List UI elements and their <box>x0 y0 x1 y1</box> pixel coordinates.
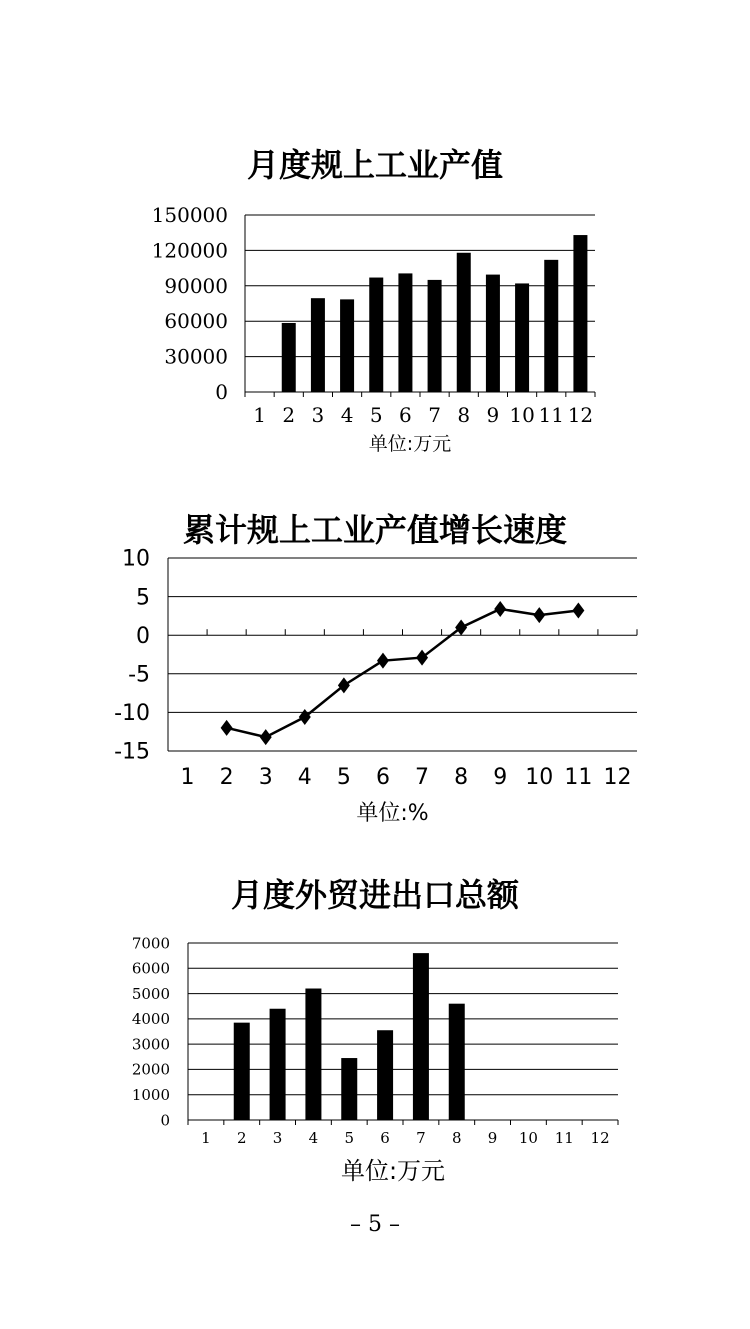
y-tick-label: 6000 <box>131 959 170 978</box>
bar <box>369 278 383 392</box>
x-tick-label: 10 <box>509 403 535 427</box>
x-tick-label: 11 <box>564 765 593 790</box>
x-tick-label: 2 <box>282 403 296 427</box>
y-tick-label: 2000 <box>131 1060 170 1079</box>
y-tick-label: 60000 <box>164 309 228 334</box>
bar <box>457 253 471 392</box>
x-tick-label: 12 <box>567 403 594 427</box>
y-tick-label: 30000 <box>164 344 228 369</box>
bar <box>377 1030 393 1120</box>
bar <box>305 989 321 1120</box>
data-point-diamond <box>494 601 506 617</box>
chart-title-cumulative-growth: 累计规上工业产值增长速度 <box>182 511 567 549</box>
x-tick-label: 4 <box>308 1129 319 1147</box>
y-tick-label: 0 <box>160 1111 170 1130</box>
x-tick-label: 10 <box>518 1129 538 1147</box>
bar <box>270 1009 286 1120</box>
bar <box>340 299 354 392</box>
x-tick-label: 6 <box>375 765 390 790</box>
y-tick-label: 150000 <box>151 203 228 227</box>
y-tick-label: 90000 <box>164 273 228 298</box>
data-point-diamond <box>533 607 545 623</box>
bar <box>486 275 500 392</box>
x-tick-label: 3 <box>258 765 273 790</box>
x-tick-label: 12 <box>590 1129 610 1147</box>
bar <box>341 1058 357 1120</box>
data-point-diamond <box>377 653 389 669</box>
data-point-diamond <box>572 602 584 618</box>
x-tick-label: 3 <box>311 403 325 427</box>
unit-label: 单位:万元 <box>368 433 452 455</box>
x-tick-label: 6 <box>399 403 412 427</box>
x-tick-label: 2 <box>236 1129 247 1147</box>
chart-cumulative-growth <box>0 540 750 840</box>
data-point-diamond <box>260 729 272 745</box>
x-tick-label: 4 <box>340 403 354 427</box>
x-tick-label: 8 <box>454 765 469 790</box>
x-tick-label: 2 <box>219 765 234 790</box>
bar <box>573 235 587 392</box>
chart-title-monthly-industrial-output: 月度规上工业产值 <box>246 146 503 184</box>
x-tick-label: 1 <box>253 403 266 427</box>
y-tick-label: -10 <box>114 701 150 727</box>
x-tick-label: 7 <box>416 1129 426 1147</box>
x-tick-label: 5 <box>336 765 351 790</box>
series-line <box>227 609 579 737</box>
x-tick-label: 9 <box>487 1129 498 1147</box>
y-tick-label: 7000 <box>131 934 170 953</box>
y-tick-label: -15 <box>114 739 150 765</box>
x-tick-label: 6 <box>380 1129 390 1147</box>
chart-monthly-industrial-output <box>0 190 750 480</box>
x-tick-label: 5 <box>344 1129 355 1147</box>
y-tick-label: 4000 <box>131 1010 170 1029</box>
x-tick-label: 9 <box>486 403 500 427</box>
bar <box>515 283 529 392</box>
x-tick-label: 3 <box>272 1129 283 1147</box>
y-tick-label: 5 <box>136 585 150 611</box>
data-point-diamond <box>338 677 350 693</box>
bar <box>413 953 429 1120</box>
bar <box>234 1023 250 1120</box>
bar <box>449 1004 465 1120</box>
unit-label: 单位:% <box>356 801 429 826</box>
bar <box>398 273 412 392</box>
x-tick-label: 5 <box>369 403 383 427</box>
x-tick-label: 7 <box>428 403 441 427</box>
data-point-diamond <box>221 720 233 736</box>
x-tick-label: 4 <box>297 765 312 790</box>
data-point-diamond <box>416 650 428 666</box>
chart-title-monthly-foreign-trade: 月度外贸进出口总额 <box>230 876 519 914</box>
bar <box>282 323 296 392</box>
y-tick-label: 3000 <box>131 1035 170 1054</box>
x-tick-label: 7 <box>415 765 430 790</box>
x-tick-label: 11 <box>554 1129 574 1147</box>
x-tick-label: 8 <box>451 1129 462 1147</box>
x-tick-label: 1 <box>201 1129 211 1147</box>
bar <box>311 298 325 392</box>
x-tick-label: 8 <box>457 403 471 427</box>
y-tick-label: 5000 <box>131 984 170 1003</box>
bar <box>544 260 558 392</box>
x-tick-label: 9 <box>493 765 508 790</box>
bar <box>428 280 442 392</box>
y-tick-label: 0 <box>215 380 228 404</box>
y-tick-label: 120000 <box>151 238 228 263</box>
x-tick-label: 12 <box>603 765 632 790</box>
x-tick-label: 10 <box>525 765 554 790</box>
x-tick-label: 1 <box>180 765 195 790</box>
y-tick-label: 10 <box>122 546 150 572</box>
data-point-diamond <box>455 619 467 635</box>
data-point-diamond <box>299 709 311 725</box>
y-tick-label: 0 <box>136 623 150 649</box>
unit-label: 单位:万元 <box>340 1157 446 1185</box>
chart-monthly-foreign-trade <box>0 925 750 1205</box>
x-tick-label: 11 <box>538 403 564 427</box>
page-number: – 5 – <box>350 1212 400 1237</box>
y-tick-label: -5 <box>128 662 150 688</box>
y-tick-label: 1000 <box>131 1085 170 1104</box>
